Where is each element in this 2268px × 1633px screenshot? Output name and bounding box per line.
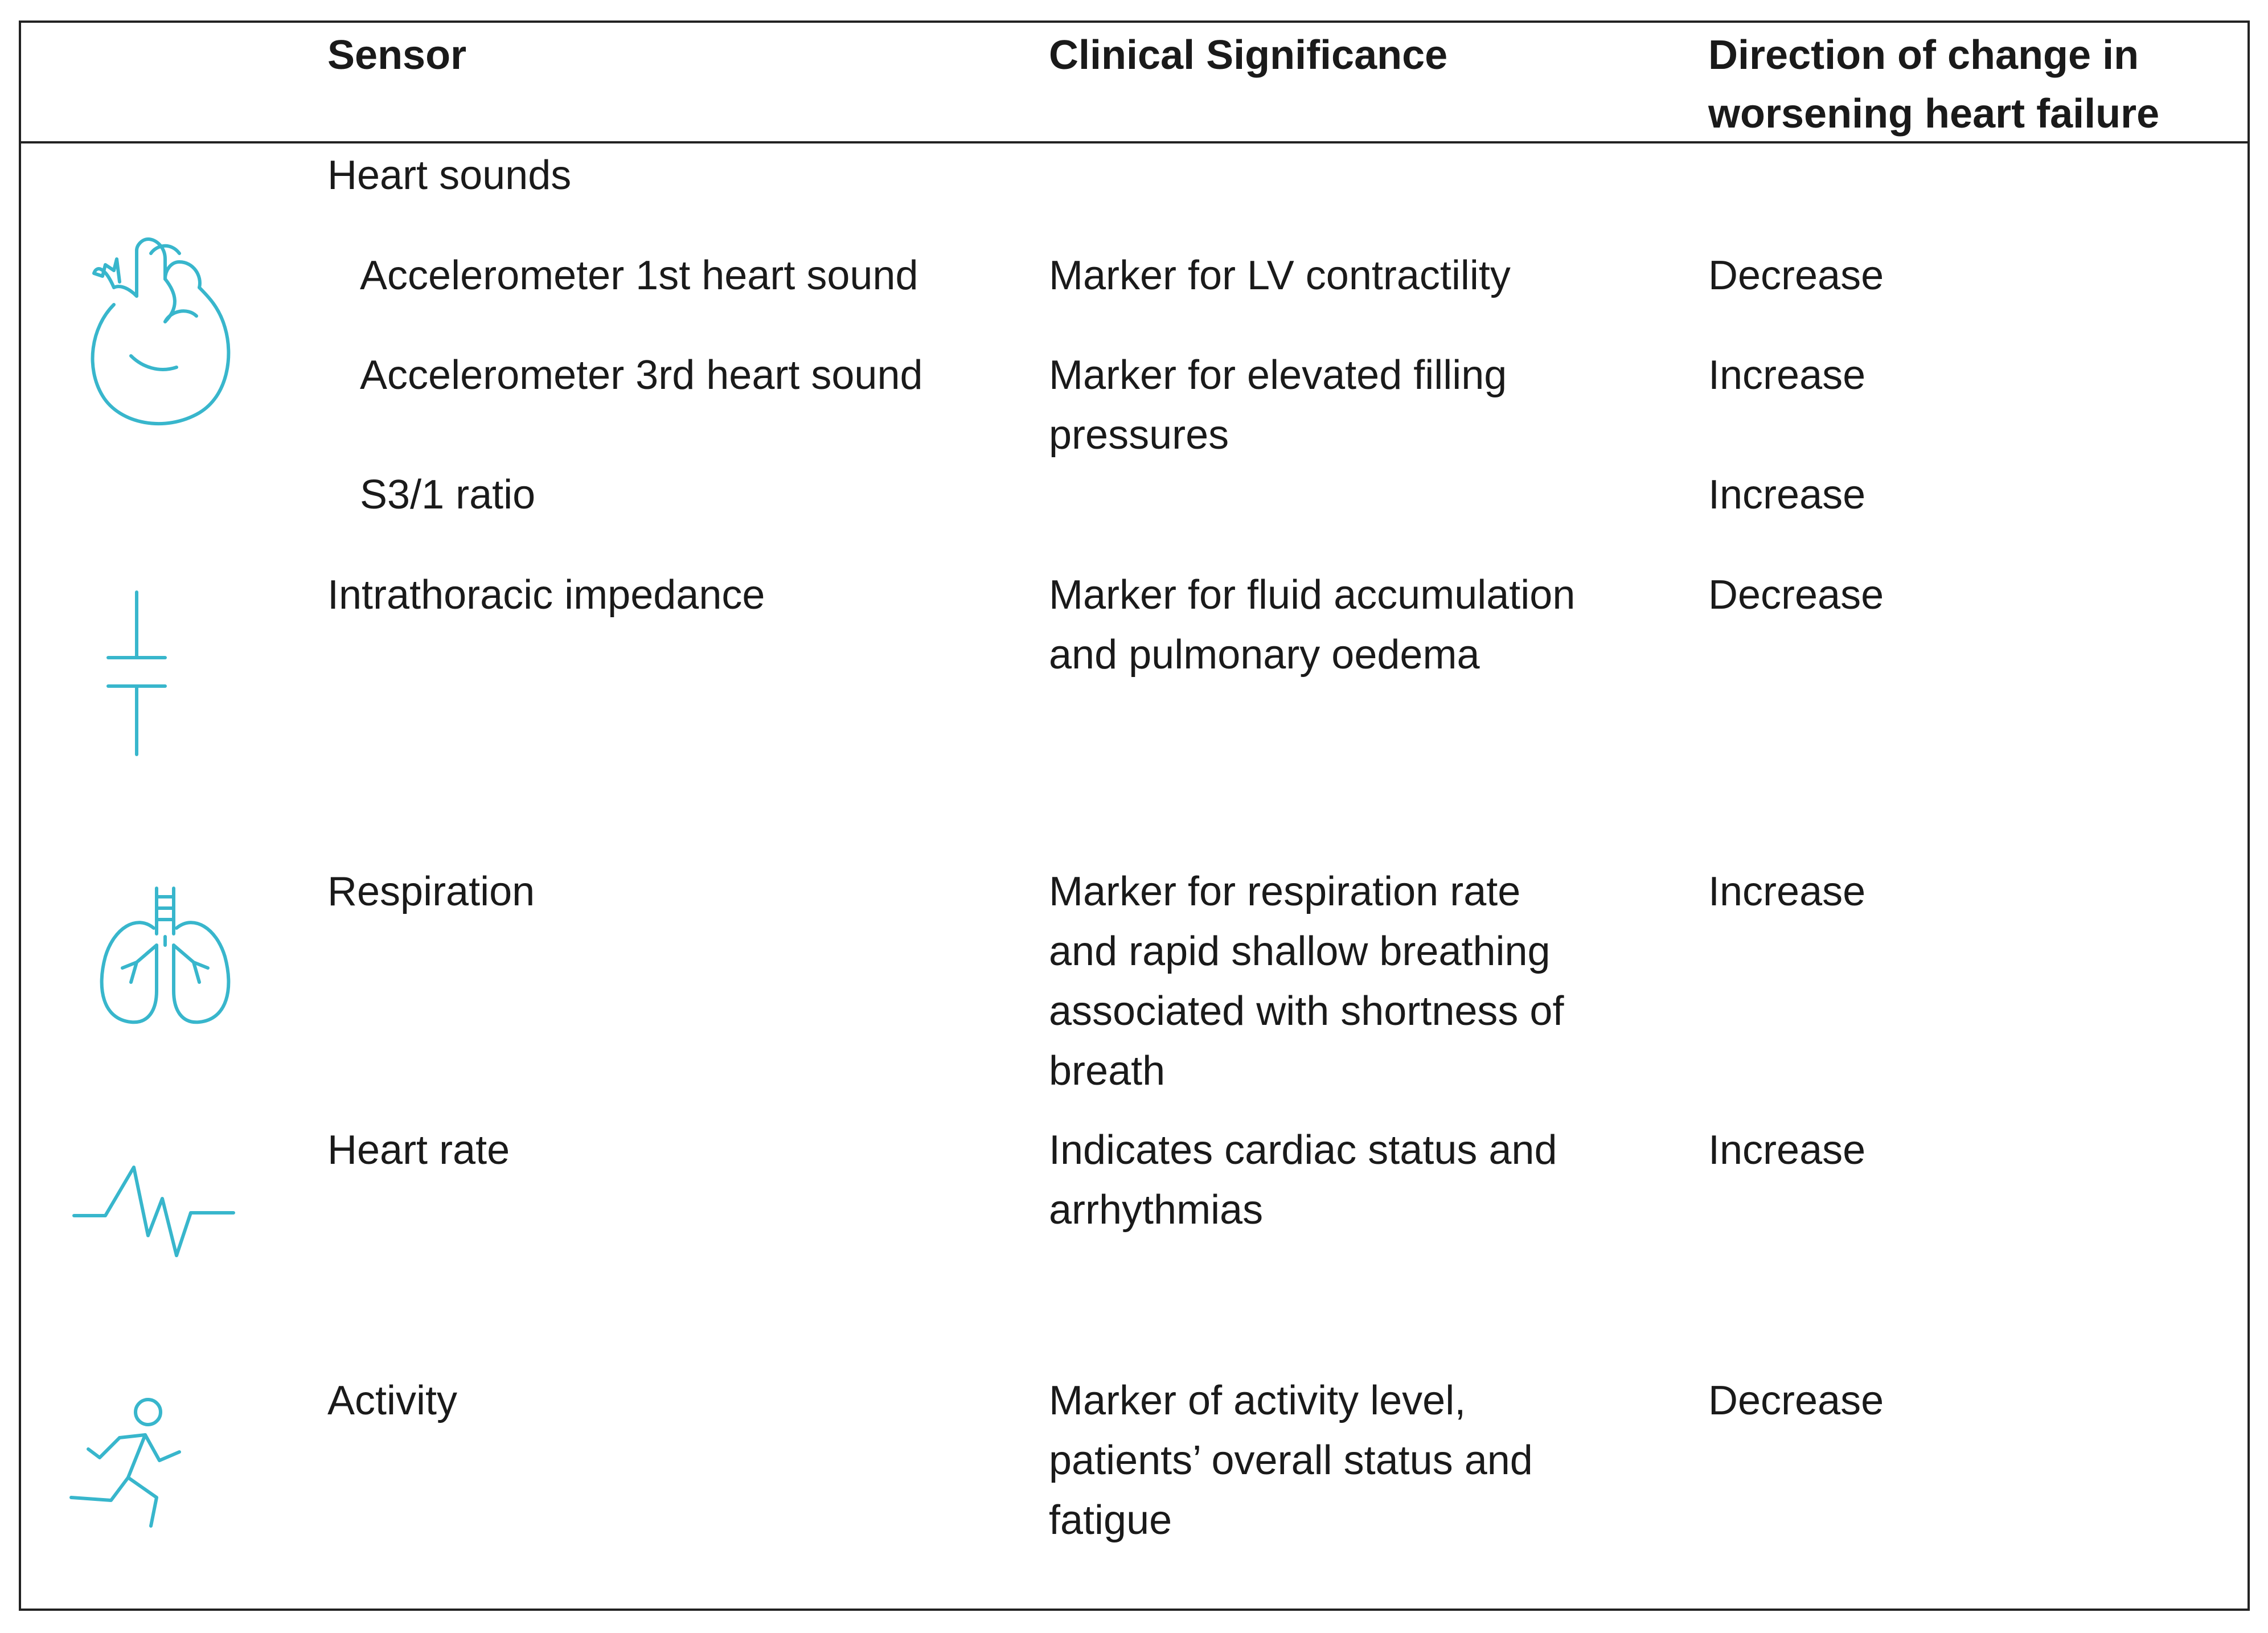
significance-respiration-line-1: Marker for respiration rate (1049, 869, 1521, 914)
significance-impedance-line-2: and pulmonary oedema (1049, 632, 1480, 678)
significance-accel-1st-line-1: Marker for LV contractility (1049, 253, 1511, 298)
significance-activity-line-2: patients’ overall status and (1049, 1438, 1533, 1483)
significance-impedance-line-1: Marker for fluid accumulation (1049, 572, 1576, 618)
sensor-heart-rate: Heart rate (327, 1127, 510, 1173)
header-clinical-significance: Clinical Significance (1049, 32, 1448, 78)
direction-respiration: Increase (1708, 869, 1866, 914)
sensor-s3-ratio: S3/1 ratio (360, 472, 536, 518)
significance-accel-3rd-line-2: pressures (1049, 412, 1229, 458)
significance-heart-rate-line-2: arrhythmias (1049, 1187, 1264, 1233)
sensor-accel-1st: Accelerometer 1st heart sound (360, 253, 918, 298)
sensor-impedance: Intrathoracic impedance (327, 572, 765, 618)
sensor-respiration: Respiration (327, 869, 535, 914)
direction-s3-ratio: Increase (1708, 472, 1866, 518)
header-sensor: Sensor (327, 32, 467, 78)
header-direction-line-2: worsening heart failure (1708, 91, 2160, 137)
significance-respiration-line-3: associated with shortness of (1049, 988, 1564, 1034)
significance-accel-3rd-line-1: Marker for elevated filling (1049, 352, 1507, 398)
direction-heart-rate: Increase (1708, 1127, 1866, 1173)
ecg-wave-icon (71, 1156, 236, 1270)
lungs-icon (91, 883, 239, 1031)
running-person-icon (65, 1392, 185, 1529)
sensor-heart-sounds: Heart sounds (327, 153, 572, 198)
sensor-activity: Activity (327, 1378, 458, 1423)
direction-accel-3rd: Increase (1708, 352, 1866, 398)
direction-accel-1st: Decrease (1708, 253, 1884, 298)
significance-heart-rate-line-1: Indicates cardiac status and (1049, 1127, 1557, 1173)
significance-activity-line-3: fatigue (1049, 1497, 1172, 1543)
direction-activity: Decrease (1708, 1378, 1884, 1423)
significance-activity-line-1: Marker of activity level, (1049, 1378, 1466, 1423)
capacitor-icon (102, 589, 171, 760)
heart-icon (80, 231, 233, 430)
header-direction-line-1: Direction of change in (1708, 32, 2139, 78)
sensor-accel-3rd: Accelerometer 3rd heart sound (360, 352, 923, 398)
direction-impedance: Decrease (1708, 572, 1884, 618)
significance-respiration-line-2: and rapid shallow breathing (1049, 929, 1551, 974)
significance-respiration-line-4: breath (1049, 1048, 1166, 1094)
